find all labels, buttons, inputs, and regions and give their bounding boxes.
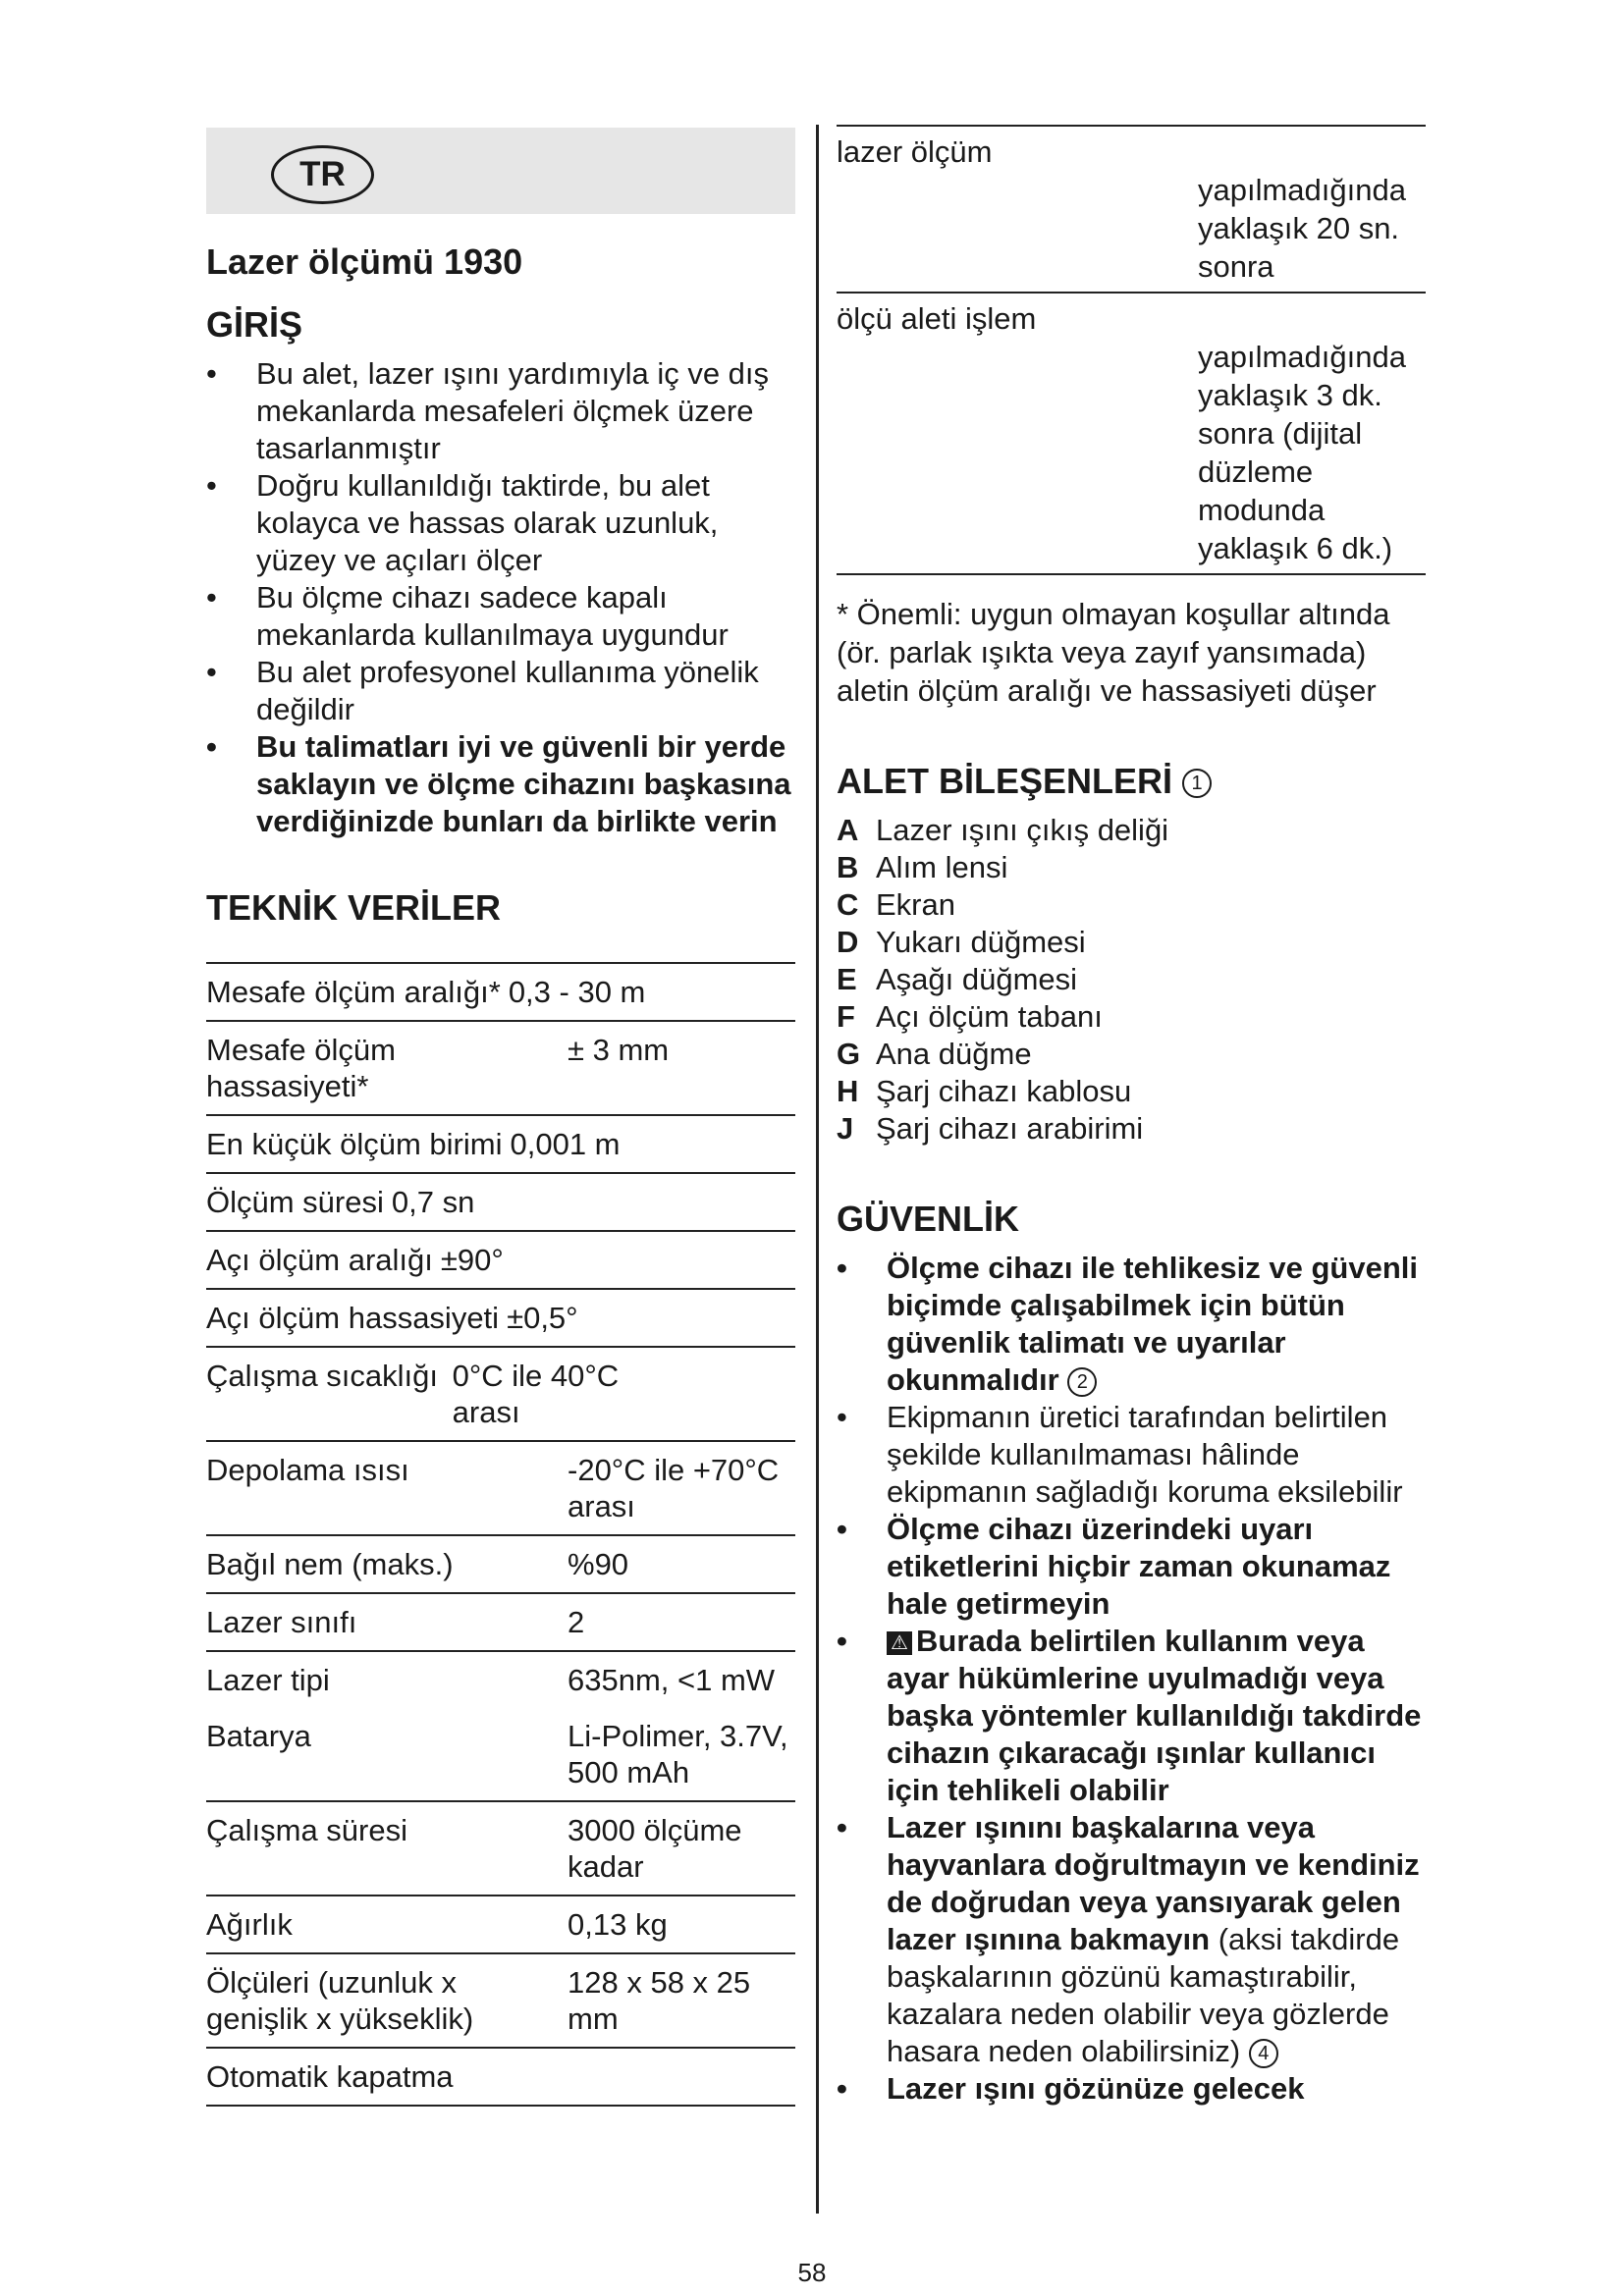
spec-row: [206, 1708, 795, 1802]
spec-label: lazer ölçüm: [837, 134, 993, 169]
safety-item: [837, 1250, 1426, 1399]
component-label: Şarj cihazı arabirimi: [876, 1111, 1144, 1146]
spec-value: ± 3 mm: [568, 1033, 670, 1067]
component-label: Aşağı düğmesi: [876, 962, 1078, 996]
components-heading: [837, 761, 1426, 802]
component-label: Ekran: [876, 887, 955, 922]
spec-value: 2: [568, 1605, 585, 1639]
spec-value: 0,7 sn: [391, 1185, 475, 1219]
safety-text-normal: (aksi takdirde başkalarının gözünü kamaştırabilir, kazalara neden olabilir veya gözlerde hasara neden olabilirsiniz): [887, 1922, 1400, 2068]
figure-ref-icon: 1: [1182, 769, 1212, 798]
intro-list: [206, 355, 795, 840]
safety-item: • Ölçme cihazı üzerindeki uyarı etiketlerini hiçbir zaman okunamaz hale getirmeyin: [837, 1511, 1426, 1623]
safety-item: • Lazer ışını gözünüze gelecek: [837, 2070, 1426, 2108]
spec-value: yapılmadığında yaklaşık 3 dk. sonra (dijital düzleme modunda yaklaşık 6 dk.): [1198, 340, 1406, 565]
spec-label: Ölçüm süresi: [206, 1185, 384, 1219]
spec-label: ölçü aleti işlem: [837, 301, 1037, 336]
spec-row: [206, 1536, 795, 1594]
spec-row: [206, 1896, 795, 1954]
intro-item: • Bu talimatları iyi ve güvenli bir yerde saklayın ve ölçme cihazını başkasına verdiğinizde bunları da birlikte verin: [206, 728, 795, 840]
spec-label: Çalışma sıcaklığı: [206, 1359, 439, 1393]
spec-label: Ölçüleri (uzunluk x genişlik x yükseklik): [206, 1965, 474, 2036]
spec-row: [206, 1116, 795, 1174]
spec-row: [837, 294, 1426, 575]
spec-label: Açı ölçüm hassasiyeti: [206, 1301, 500, 1335]
spec-row: [206, 1022, 795, 1116]
spec-label: Bağıl nem (maks.): [206, 1547, 454, 1581]
spec-label: Mesafe ölçüm hassasiyeti*: [206, 1033, 396, 1103]
language-badge: TR: [271, 145, 374, 204]
figure-ref-icon: 2: [1067, 1367, 1097, 1397]
spec-value-wrap: [837, 171, 1426, 286]
spec-row: [206, 1594, 795, 1652]
left-column: [206, 128, 795, 2107]
components-list: [837, 812, 1426, 1148]
document-title: Lazer ölçümü 1930: [206, 241, 523, 282]
safety-list: [837, 1250, 1426, 2108]
component-item: [837, 1036, 1426, 1073]
intro-item: • Bu ölçme cihazı sadece kapalı mekanlarda kullanılmaya uygundur: [206, 579, 795, 654]
spec-value-text: 0°C ile 40°C arası: [452, 1359, 620, 1429]
intro-item: • Doğru kullanıldığı taktirde, bu alet kolayca ve hassas olarak uzunluk, yüzey ve açıları ölçer: [206, 467, 795, 579]
column-divider: [816, 125, 819, 2214]
component-item: [837, 812, 1426, 849]
component-label: Ana düğme: [876, 1037, 1032, 1071]
spec-row: [206, 1442, 795, 1536]
component-label: Alım lensi: [876, 850, 1008, 884]
spec-row: [206, 1802, 795, 1896]
spec-value: [568, 2058, 795, 2095]
right-column: [837, 125, 1426, 2108]
spec-label: Çalışma süresi: [206, 1813, 407, 1847]
spec-label: Açı ölçüm aralığı: [206, 1243, 433, 1277]
component-item: [837, 849, 1426, 886]
spec-value: [452, 1359, 680, 1429]
spec-value: ±0,5°: [507, 1301, 578, 1335]
spec-row: [206, 964, 795, 1022]
spec-value: 0,3 - 30 m: [508, 975, 646, 1009]
spec-value: yapılmadığında yaklaşık 20 sn. sonra: [1198, 173, 1406, 284]
spec-row: [206, 1954, 795, 2049]
spec-label: Batarya: [206, 1719, 311, 1753]
spec-footnote: * Önemli: uygun olmayan koşullar altında (ör. parlak ışıkta veya zayıf yansımada) aletin ölçüm aralığı ve hassasiyeti düşer: [837, 597, 1390, 708]
safety-text: Burada belirtilen kullanım veya ayar hükümlerine uyulmadığı veya başka yöntemler kullanıldığı takdirde cihazın çıkaracağı ışınlar kullanıcı için tehlikeli olabilir: [887, 1624, 1422, 1807]
component-key: D: [837, 925, 859, 959]
spec-row: [206, 1290, 795, 1348]
component-key: B: [837, 850, 859, 884]
spec-table: [206, 962, 795, 2107]
safety-text-bold: Lazer ışınını başkalarına veya hayvanlara doğrultmayın ve kendiniz de doğrudan veya yansıyarak gelen lazer ışınına bakmayın: [887, 1810, 1420, 1956]
component-key: C: [837, 887, 859, 922]
spec-label: Depolama ısısı: [206, 1453, 409, 1487]
spec-row: [206, 2049, 795, 2107]
spec-value: %90: [568, 1547, 629, 1581]
spec-row: [206, 1652, 795, 1708]
spec-value: ±90°: [440, 1243, 504, 1277]
component-item: [837, 924, 1426, 961]
component-item: [837, 1073, 1426, 1110]
spec-row: [206, 1232, 795, 1290]
tech-heading: TEKNİK VERİLER: [206, 887, 502, 928]
component-key: E: [837, 962, 857, 996]
spec-value: 635nm, <1 mW: [568, 1663, 776, 1697]
spec-row: [206, 1348, 795, 1442]
spec-label: En küçük ölçüm birimi: [206, 1127, 503, 1161]
spec-value: 128 x 58 x 25 mm: [568, 1965, 751, 2036]
spec-value: 0,001 m: [510, 1127, 621, 1161]
component-key: A: [837, 813, 859, 847]
component-key: H: [837, 1074, 859, 1108]
spec-label: Mesafe ölçüm aralığı*: [206, 975, 501, 1009]
component-label: Lazer ışını çıkış deliği: [876, 813, 1169, 847]
safety-item: [837, 1623, 1426, 1809]
spec-label: Lazer tipi: [206, 1663, 330, 1697]
spec-row: [206, 1174, 795, 1232]
spec-label: Otomatik kapatma: [206, 2059, 454, 2094]
component-label: Yukarı düğmesi: [876, 925, 1086, 959]
safety-item: [837, 1809, 1426, 2070]
component-item: [837, 1110, 1426, 1148]
spec-label: Ağırlık: [206, 1907, 293, 1942]
spec-value-wrap: [837, 338, 1426, 567]
spec-table-continued: [837, 125, 1426, 575]
component-key: G: [837, 1037, 861, 1071]
intro-item: • Bu alet profesyonel kullanıma yönelik değildir: [206, 654, 795, 728]
components-heading-text: ALET BİLEŞENLERİ: [837, 761, 1173, 801]
safety-heading: GÜVENLİK: [837, 1199, 1020, 1239]
figure-ref-icon: 4: [1249, 2039, 1278, 2068]
component-item: [837, 961, 1426, 998]
safety-item: • Ekipmanın üretici tarafından belirtilen şekilde kullanılmaması hâlinde ekipmanın sağladığı koruma eksilebilir: [837, 1399, 1426, 1511]
language-band: [206, 128, 795, 214]
spec-value: Li-Polimer, 3.7V, 500 mAh: [568, 1719, 788, 1789]
laser-warning-icon: ⚠: [887, 1631, 912, 1655]
component-item: [837, 886, 1426, 924]
spec-value: 3000 ölçüme kadar: [568, 1813, 742, 1884]
intro-item: • Bu alet, lazer ışını yardımıyla iç ve dış mekanlarda mesafeleri ölçmek üzere tasarlanmıştır: [206, 355, 795, 467]
intro-heading: GİRİŞ: [206, 304, 303, 345]
component-item: [837, 998, 1426, 1036]
spec-label: Lazer sınıfı: [206, 1605, 357, 1639]
component-label: Şarj cihazı kablosu: [876, 1074, 1132, 1108]
component-key: F: [837, 999, 855, 1034]
safety-text: Ölçme cihazı ile tehlikesiz ve güvenli biçimde çalışabilmek için bütün güvenlik talimatı ve uyarılar okunmalıdır: [887, 1251, 1419, 1397]
page-number: 58: [797, 2258, 827, 2287]
spec-value: 0,13 kg: [568, 1907, 668, 1942]
spec-row: [837, 127, 1426, 294]
component-label: Açı ölçüm tabanı: [876, 999, 1103, 1034]
component-key: J: [837, 1111, 854, 1146]
spec-value: -20°C ile +70°C arası: [568, 1453, 780, 1523]
